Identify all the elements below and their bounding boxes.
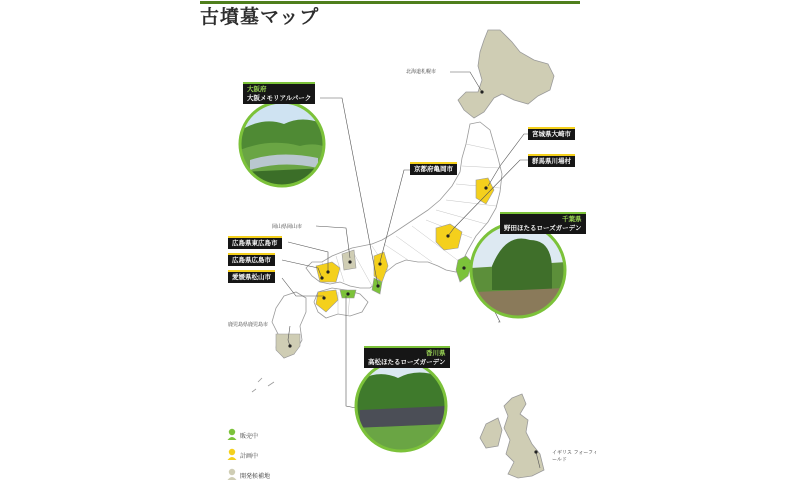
label-kyoto-text: 京都府亀岡市 bbox=[414, 165, 453, 173]
region-ireland bbox=[480, 418, 502, 448]
region-okinawa bbox=[252, 378, 274, 392]
label-gunma bbox=[528, 154, 575, 167]
pin-gunma[interactable] bbox=[446, 234, 449, 237]
area-okayama bbox=[342, 250, 356, 270]
pin-okayama[interactable] bbox=[348, 260, 351, 263]
pin-kagawa[interactable] bbox=[346, 292, 349, 295]
label-kyoto bbox=[410, 162, 457, 175]
label-hiroshima bbox=[228, 253, 275, 266]
label-uk: イギリス フォーフィールド bbox=[552, 450, 598, 463]
region-hokkaido bbox=[458, 30, 554, 118]
label-miyagi-text: 宮城県大崎市 bbox=[532, 130, 571, 138]
label-kagoshima: 鹿児島県鹿児島市 bbox=[228, 322, 269, 328]
label-osaka bbox=[243, 82, 315, 104]
label-miyagi bbox=[528, 127, 575, 140]
kagoshima-area bbox=[276, 334, 300, 358]
pin-ehime[interactable] bbox=[322, 296, 325, 299]
label-hiroshima-east-text: 広島県東広島市 bbox=[232, 239, 278, 247]
photo-osaka bbox=[238, 100, 328, 190]
photo-kagawa bbox=[354, 360, 448, 454]
region-uk bbox=[504, 394, 544, 478]
legend-candidate-label: 開発候補地 bbox=[240, 472, 271, 480]
legend-planned bbox=[226, 448, 258, 462]
legend-sold-label: 販売中 bbox=[240, 432, 259, 440]
leader-hokkaido bbox=[450, 72, 482, 92]
label-kagawa-prefecture: 香川県 bbox=[426, 349, 446, 357]
label-ehime-text: 愛媛県松山市 bbox=[232, 273, 271, 281]
pin-kagoshima[interactable] bbox=[288, 344, 291, 347]
label-osaka-site: 大阪メモリアルパーク bbox=[247, 94, 312, 102]
label-chiba-site: 野田ほたるローズガーデン bbox=[504, 224, 582, 232]
label-kagawa bbox=[364, 346, 450, 368]
pin-hiroshima[interactable] bbox=[320, 276, 323, 279]
photo-chiba bbox=[470, 222, 566, 318]
legend-planned-label: 計画中 bbox=[240, 452, 259, 460]
label-osaka-prefecture: 大阪府 bbox=[247, 85, 267, 93]
pin-uk[interactable] bbox=[534, 450, 537, 453]
label-hokkaido: 北海道札幌市 bbox=[406, 69, 437, 75]
legend-sold bbox=[226, 428, 258, 442]
pin-hokkaido[interactable] bbox=[480, 90, 483, 93]
legend-candidate bbox=[226, 468, 270, 482]
label-hiroshima-east bbox=[228, 236, 282, 249]
label-hiroshima-text: 広島県広島市 bbox=[232, 256, 271, 264]
label-chiba bbox=[500, 212, 586, 234]
label-ehime bbox=[228, 270, 275, 283]
pin-chiba[interactable] bbox=[462, 266, 465, 269]
pin-miyagi[interactable] bbox=[484, 186, 487, 189]
pin-osaka[interactable] bbox=[376, 284, 379, 287]
pin-hiroshima-east[interactable] bbox=[326, 270, 329, 273]
label-chiba-prefecture: 千葉県 bbox=[562, 215, 582, 223]
pin-kyoto[interactable] bbox=[378, 262, 381, 265]
label-gunma-text: 群馬県川場村 bbox=[532, 157, 571, 165]
label-kagawa-site: 高松ほたるローズガーデン bbox=[368, 358, 446, 366]
label-okayama: 岡山県岡山市 bbox=[272, 224, 303, 230]
page-title: 古墳墓マップ bbox=[200, 6, 320, 28]
